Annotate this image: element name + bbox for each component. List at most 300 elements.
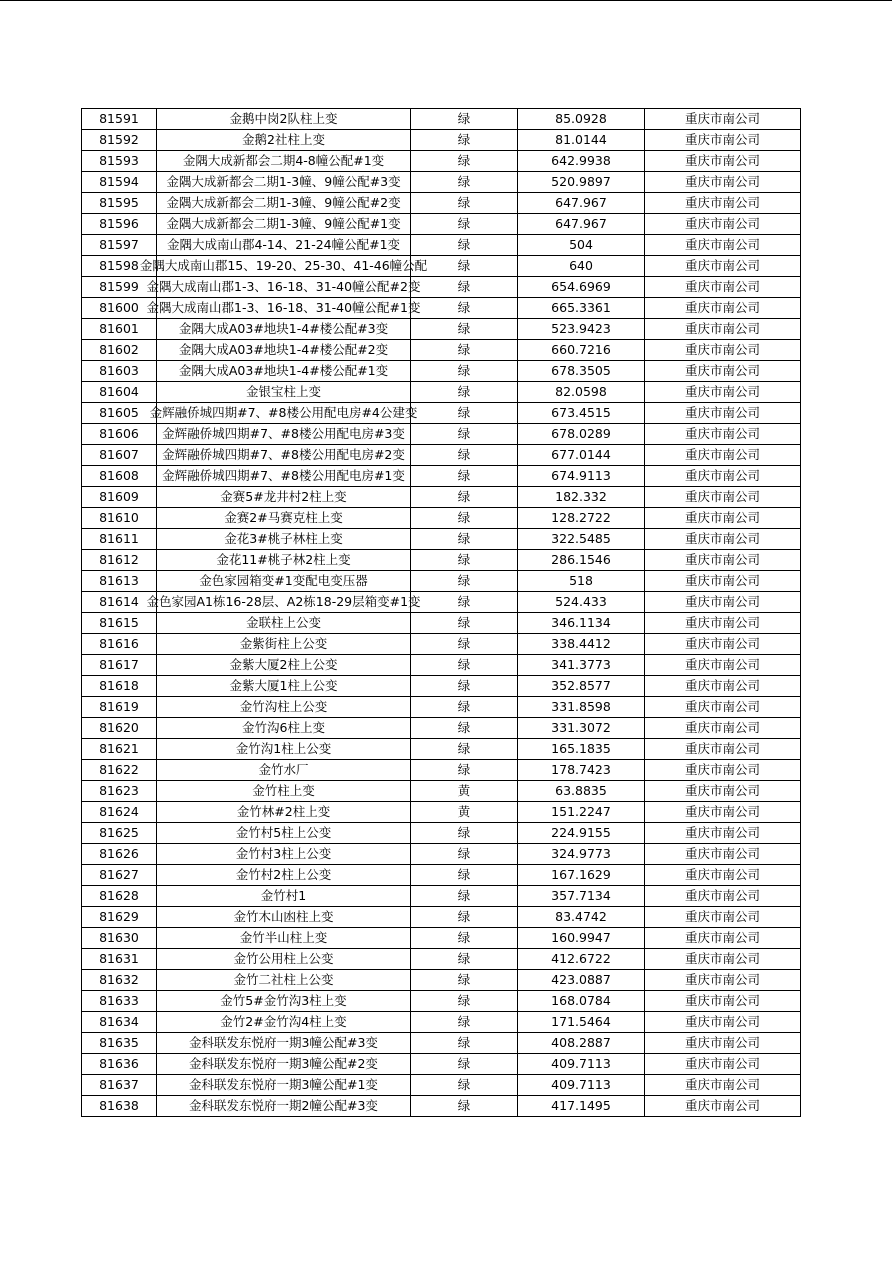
row-company-cell: 重庆市南公司 [645, 1075, 801, 1096]
row-company-cell: 重庆市南公司 [645, 487, 801, 508]
row-company-cell: 重庆市南公司 [645, 592, 801, 613]
row-company-cell: 重庆市南公司 [645, 235, 801, 256]
row-name-text: 金隅大成南山郡15、19-20、25-30、41-46幢公配 [139, 258, 428, 273]
row-status-cell: 绿 [411, 361, 518, 382]
row-status-cell: 绿 [411, 844, 518, 865]
row-name-cell [157, 466, 411, 487]
row-name-text: 金辉融侨城四期#7、#8楼公用配电房#1变 [162, 468, 405, 483]
table-row [82, 508, 801, 529]
row-company-cell: 重庆市南公司 [645, 550, 801, 571]
row-id-cell: 81629 [82, 907, 157, 928]
row-value-cell: 642.9938 [518, 151, 645, 172]
row-name-cell [157, 235, 411, 256]
page-top-rule [0, 0, 892, 1]
row-name-cell [146, 298, 421, 319]
row-company-cell: 重庆市南公司 [645, 298, 801, 319]
table-row [82, 487, 801, 508]
table-row [82, 571, 801, 592]
table-row [82, 886, 801, 907]
row-id-cell: 81611 [82, 529, 157, 550]
row-value-cell: 674.9113 [518, 466, 645, 487]
row-value-cell: 665.3361 [518, 298, 645, 319]
row-name-cell [157, 697, 411, 718]
row-name-text: 金竹村3柱上公变 [235, 846, 332, 861]
table-row [82, 907, 801, 928]
row-name-text: 金辉融侨城四期#7、#8楼公用配电房#2变 [162, 447, 405, 462]
row-id-cell: 81632 [82, 970, 157, 991]
row-id-cell: 81612 [82, 550, 157, 571]
row-value-cell: 647.967 [518, 193, 645, 214]
row-id-cell: 81596 [82, 214, 157, 235]
table-row [82, 130, 801, 151]
row-name-text: 金紫大厦2柱上公变 [229, 657, 338, 672]
row-id-cell: 81613 [82, 571, 157, 592]
row-company-cell: 重庆市南公司 [645, 781, 801, 802]
row-name-text: 金竹沟1柱上公变 [235, 741, 332, 756]
row-status-cell: 绿 [411, 319, 518, 340]
row-name-text: 金竹5#金竹沟3柱上变 [220, 993, 347, 1008]
row-name-text: 金科联发东悦府一期2幢公配#3变 [189, 1098, 378, 1113]
table-row [82, 424, 801, 445]
row-name-text: 金联柱上公变 [245, 615, 321, 630]
row-name-text: 金科联发东悦府一期3幢公配#1变 [189, 1077, 378, 1092]
table-row [82, 319, 801, 340]
row-company-cell: 重庆市南公司 [645, 151, 801, 172]
row-company-cell: 重庆市南公司 [645, 403, 801, 424]
row-id-cell: 81609 [82, 487, 157, 508]
row-value-cell: 524.433 [518, 592, 645, 613]
row-company-cell: 重庆市南公司 [645, 655, 801, 676]
row-name-cell [157, 676, 411, 697]
row-company-cell: 重庆市南公司 [645, 571, 801, 592]
row-company-cell: 重庆市南公司 [645, 886, 801, 907]
row-value-cell: 523.9423 [518, 319, 645, 340]
row-id-cell: 81625 [82, 823, 157, 844]
row-name-cell [157, 1054, 411, 1075]
row-name-text: 金隅大成新都会二期1-3幢、9幢公配#2变 [166, 195, 401, 210]
table-row [82, 340, 801, 361]
row-status-cell: 绿 [411, 403, 518, 424]
row-name-cell [157, 970, 411, 991]
row-name-text: 金银宝柱上变 [245, 384, 321, 399]
row-name-text: 金竹林#2柱上变 [236, 804, 331, 819]
row-company-cell: 重庆市南公司 [645, 424, 801, 445]
row-company-cell: 重庆市南公司 [645, 508, 801, 529]
row-id-cell: 81591 [82, 109, 157, 130]
row-name-cell [157, 424, 411, 445]
row-status-cell: 绿 [411, 739, 518, 760]
row-name-cell [157, 193, 411, 214]
row-name-cell [157, 1075, 411, 1096]
row-status-cell: 绿 [411, 760, 518, 781]
row-value-cell: 83.4742 [518, 907, 645, 928]
row-company-cell: 重庆市南公司 [645, 739, 801, 760]
row-id-cell: 81617 [82, 655, 157, 676]
row-name-cell [157, 445, 411, 466]
row-status-cell: 绿 [411, 1075, 518, 1096]
row-value-cell: 128.2722 [518, 508, 645, 529]
row-value-cell: 673.4515 [518, 403, 645, 424]
row-value-cell: 331.3072 [518, 718, 645, 739]
table-row [82, 256, 801, 277]
row-value-cell: 286.1546 [518, 550, 645, 571]
row-name-text: 金隅大成南山郡1-3、16-18、31-40幢公配#1变 [146, 300, 421, 315]
row-value-cell: 338.4412 [518, 634, 645, 655]
row-status-cell: 绿 [411, 907, 518, 928]
row-status-cell: 绿 [411, 550, 518, 571]
row-company-cell: 重庆市南公司 [645, 718, 801, 739]
table-row [82, 298, 801, 319]
row-status-cell: 绿 [411, 634, 518, 655]
table-row [82, 613, 801, 634]
row-status-cell: 绿 [411, 214, 518, 235]
row-id-cell: 81594 [82, 172, 157, 193]
row-id-cell: 81624 [82, 802, 157, 823]
row-company-cell: 重庆市南公司 [645, 529, 801, 550]
row-company-cell: 重庆市南公司 [645, 970, 801, 991]
row-status-cell: 绿 [411, 235, 518, 256]
row-id-cell: 81615 [82, 613, 157, 634]
row-company-cell: 重庆市南公司 [645, 823, 801, 844]
row-id-cell: 81600 [82, 298, 157, 319]
row-name-cell [157, 928, 411, 949]
row-company-cell: 重庆市南公司 [645, 865, 801, 886]
row-id-cell: 81633 [82, 991, 157, 1012]
table-row [82, 382, 801, 403]
row-name-text: 金科联发东悦府一期3幢公配#2变 [189, 1056, 378, 1071]
row-status-cell: 绿 [411, 571, 518, 592]
row-value-cell: 660.7216 [518, 340, 645, 361]
table-row [82, 466, 801, 487]
row-company-cell: 重庆市南公司 [645, 277, 801, 298]
row-name-cell [157, 655, 411, 676]
row-company-cell: 重庆市南公司 [645, 340, 801, 361]
row-id-cell: 81614 [82, 592, 157, 613]
row-name-cell [157, 130, 411, 151]
table-row [82, 739, 801, 760]
row-status-cell: 绿 [411, 1054, 518, 1075]
row-status-cell: 绿 [411, 1012, 518, 1033]
row-id-cell: 81606 [82, 424, 157, 445]
row-value-cell: 412.6722 [518, 949, 645, 970]
row-name-text: 金辉融侨城四期#7、#8楼公用配电房#4公建变 [149, 405, 418, 420]
row-name-text: 金花11#桃子林2柱上变 [216, 552, 351, 567]
row-name-text: 金竹2#金竹沟4柱上变 [220, 1014, 347, 1029]
table-row [82, 697, 801, 718]
row-status-cell: 绿 [411, 130, 518, 151]
row-status-cell: 绿 [411, 487, 518, 508]
row-id-cell: 81627 [82, 865, 157, 886]
table-row [82, 592, 801, 613]
row-id-cell: 81620 [82, 718, 157, 739]
row-name-text: 金竹半山柱上变 [239, 930, 328, 945]
table-row [82, 529, 801, 550]
row-id-cell: 81635 [82, 1033, 157, 1054]
row-name-text: 金隅大成A03#地块1-4#楼公配#3变 [178, 321, 389, 336]
row-name-text: 金竹二社柱上公变 [233, 972, 334, 987]
table-row [82, 634, 801, 655]
row-name-text: 金竹木山凼柱上变 [233, 909, 334, 924]
row-name-cell [157, 991, 411, 1012]
row-value-cell: 677.0144 [518, 445, 645, 466]
row-name-text: 金隅大成A03#地块1-4#楼公配#1变 [178, 363, 389, 378]
row-status-cell: 绿 [411, 1096, 518, 1117]
row-status-cell: 绿 [411, 151, 518, 172]
row-name-text: 金竹村5柱上公变 [235, 825, 332, 840]
row-value-cell: 165.1835 [518, 739, 645, 760]
table-row [82, 760, 801, 781]
row-id-cell: 81599 [82, 277, 157, 298]
row-name-cell [157, 886, 411, 907]
row-status-cell: 绿 [411, 340, 518, 361]
row-name-cell [157, 1033, 411, 1054]
row-name-cell [157, 802, 411, 823]
row-name-text: 金隅大成南山郡4-14、21-24幢公配#1变 [166, 237, 401, 252]
row-id-cell: 81630 [82, 928, 157, 949]
row-status-cell: 绿 [411, 424, 518, 445]
row-name-cell [157, 844, 411, 865]
row-company-cell: 重庆市南公司 [645, 109, 801, 130]
row-value-cell: 341.3773 [518, 655, 645, 676]
transformer-table-container [81, 108, 801, 1117]
row-company-cell: 重庆市南公司 [645, 193, 801, 214]
row-status-cell: 绿 [411, 886, 518, 907]
row-status-cell: 绿 [411, 718, 518, 739]
row-name-text: 金竹村1 [260, 888, 307, 903]
row-name-cell [157, 949, 411, 970]
row-name-text: 金赛5#龙井村2柱上变 [220, 489, 347, 504]
row-id-cell: 81592 [82, 130, 157, 151]
row-id-cell: 81631 [82, 949, 157, 970]
row-name-text: 金竹沟柱上公变 [239, 699, 328, 714]
row-value-cell: 324.9773 [518, 844, 645, 865]
row-name-cell [157, 1096, 411, 1117]
row-status-cell: 绿 [411, 382, 518, 403]
row-name-cell [157, 319, 411, 340]
row-name-cell [157, 151, 411, 172]
row-name-text: 金辉融侨城四期#7、#8楼公用配电房#3变 [162, 426, 405, 441]
row-company-cell: 重庆市南公司 [645, 697, 801, 718]
row-name-text: 金隅大成新都会二期4-8幢公配#1变 [182, 153, 385, 168]
row-status-cell: 绿 [411, 676, 518, 697]
row-id-cell: 81602 [82, 340, 157, 361]
row-name-text: 金竹水厂 [258, 762, 309, 777]
table-row [82, 802, 801, 823]
row-id-cell: 81637 [82, 1075, 157, 1096]
row-value-cell: 520.9897 [518, 172, 645, 193]
row-name-text: 金隅大成A03#地块1-4#楼公配#2变 [178, 342, 389, 357]
row-name-cell [157, 550, 411, 571]
row-company-cell: 重庆市南公司 [645, 466, 801, 487]
row-id-cell: 81605 [82, 403, 157, 424]
row-id-cell: 81593 [82, 151, 157, 172]
row-id-cell: 81618 [82, 676, 157, 697]
row-company-cell: 重庆市南公司 [645, 928, 801, 949]
table-row [82, 235, 801, 256]
row-name-text: 金隅大成新都会二期1-3幢、9幢公配#1变 [166, 216, 401, 231]
row-company-cell: 重庆市南公司 [645, 634, 801, 655]
row-company-cell: 重庆市南公司 [645, 256, 801, 277]
row-value-cell: 224.9155 [518, 823, 645, 844]
row-company-cell: 重庆市南公司 [645, 613, 801, 634]
row-company-cell: 重庆市南公司 [645, 991, 801, 1012]
row-status-cell: 绿 [411, 655, 518, 676]
row-value-cell: 417.1495 [518, 1096, 645, 1117]
table-row [82, 1012, 801, 1033]
row-name-text: 金鹅2社柱上变 [242, 132, 325, 147]
row-name-text: 金竹公用柱上公变 [233, 951, 334, 966]
row-name-cell [157, 739, 411, 760]
table-row [82, 781, 801, 802]
row-name-cell [157, 1012, 411, 1033]
row-status-cell: 绿 [411, 949, 518, 970]
row-status-cell: 绿 [411, 109, 518, 130]
table-body [82, 109, 801, 1117]
row-status-cell: 绿 [411, 697, 518, 718]
row-company-cell: 重庆市南公司 [645, 361, 801, 382]
table-row [82, 655, 801, 676]
row-name-cell [149, 403, 418, 424]
row-status-cell: 绿 [411, 277, 518, 298]
table-row [82, 151, 801, 172]
row-id-cell: 81628 [82, 886, 157, 907]
row-value-cell: 640 [518, 256, 645, 277]
row-value-cell: 178.7423 [518, 760, 645, 781]
table-row [82, 676, 801, 697]
row-name-cell [146, 592, 421, 613]
table-row [82, 109, 801, 130]
row-status-cell: 绿 [411, 466, 518, 487]
row-status-cell: 绿 [411, 193, 518, 214]
row-name-text: 金色家园箱变#1变配电变压器 [199, 573, 368, 588]
row-name-cell [157, 340, 411, 361]
row-name-text: 金花3#桃子林柱上变 [224, 531, 343, 546]
table-row [82, 1096, 801, 1117]
row-name-cell [146, 277, 421, 298]
row-value-cell: 678.0289 [518, 424, 645, 445]
row-name-text: 金色家园A1栋16-28层、A2栋18-29层箱变#1变 [146, 594, 421, 609]
row-id-cell: 81638 [82, 1096, 157, 1117]
table-row [82, 844, 801, 865]
row-id-cell: 81622 [82, 760, 157, 781]
row-company-cell: 重庆市南公司 [645, 1033, 801, 1054]
row-name-text: 金赛2#马赛克柱上变 [224, 510, 343, 525]
row-name-text: 金竹柱上变 [252, 783, 315, 798]
row-name-text: 金鹅中岗2队柱上变 [229, 111, 338, 126]
row-id-cell: 81610 [82, 508, 157, 529]
row-id-cell: 81601 [82, 319, 157, 340]
row-value-cell: 518 [518, 571, 645, 592]
row-status-cell: 绿 [411, 865, 518, 886]
row-value-cell: 168.0784 [518, 991, 645, 1012]
row-status-cell: 绿 [411, 529, 518, 550]
row-value-cell: 160.9947 [518, 928, 645, 949]
row-name-text: 金隅大成南山郡1-3、16-18、31-40幢公配#2变 [146, 279, 421, 294]
row-id-cell: 81598 [82, 256, 157, 277]
row-name-cell [157, 361, 411, 382]
row-company-cell: 重庆市南公司 [645, 802, 801, 823]
table-row [82, 970, 801, 991]
row-status-cell: 绿 [411, 928, 518, 949]
row-status-cell: 黄 [411, 781, 518, 802]
row-name-text: 金科联发东悦府一期3幢公配#3变 [189, 1035, 378, 1050]
row-status-cell: 绿 [411, 508, 518, 529]
row-company-cell: 重庆市南公司 [645, 907, 801, 928]
row-status-cell: 绿 [411, 1033, 518, 1054]
row-name-text: 金竹沟6柱上变 [242, 720, 325, 735]
row-id-cell: 81623 [82, 781, 157, 802]
table-row [82, 445, 801, 466]
table-row [82, 718, 801, 739]
row-id-cell: 81636 [82, 1054, 157, 1075]
row-status-cell: 绿 [411, 613, 518, 634]
row-value-cell: 352.8577 [518, 676, 645, 697]
row-name-cell [157, 571, 411, 592]
row-id-cell: 81604 [82, 382, 157, 403]
row-value-cell: 408.2887 [518, 1033, 645, 1054]
row-name-text: 金竹村2柱上公变 [235, 867, 332, 882]
row-name-cell [157, 760, 411, 781]
row-status-cell: 绿 [411, 445, 518, 466]
row-id-cell: 81626 [82, 844, 157, 865]
row-id-cell: 81616 [82, 634, 157, 655]
table-row [82, 1033, 801, 1054]
row-status-cell: 绿 [411, 823, 518, 844]
row-company-cell: 重庆市南公司 [645, 844, 801, 865]
table-row [82, 550, 801, 571]
table-row [82, 361, 801, 382]
row-value-cell: 85.0928 [518, 109, 645, 130]
row-id-cell: 81603 [82, 361, 157, 382]
row-company-cell: 重庆市南公司 [645, 382, 801, 403]
row-value-cell: 409.7113 [518, 1054, 645, 1075]
row-status-cell: 黄 [411, 802, 518, 823]
row-status-cell: 绿 [411, 991, 518, 1012]
row-name-cell [157, 382, 411, 403]
row-value-cell: 654.6969 [518, 277, 645, 298]
row-value-cell: 409.7113 [518, 1075, 645, 1096]
table-row [82, 214, 801, 235]
row-status-cell: 绿 [411, 172, 518, 193]
row-id-cell: 81608 [82, 466, 157, 487]
row-id-cell: 81607 [82, 445, 157, 466]
row-status-cell: 绿 [411, 256, 518, 277]
row-value-cell: 151.2247 [518, 802, 645, 823]
transformer-table [81, 108, 801, 1117]
row-value-cell: 81.0144 [518, 130, 645, 151]
row-name-text: 金紫大厦1柱上公变 [229, 678, 338, 693]
row-name-text: 金紫街柱上公变 [239, 636, 328, 651]
row-name-cell [157, 172, 411, 193]
row-name-cell [157, 634, 411, 655]
row-name-cell [157, 508, 411, 529]
row-status-cell: 绿 [411, 592, 518, 613]
row-value-cell: 346.1134 [518, 613, 645, 634]
row-name-cell [157, 214, 411, 235]
row-value-cell: 322.5485 [518, 529, 645, 550]
row-name-cell [157, 718, 411, 739]
row-id-cell: 81597 [82, 235, 157, 256]
row-value-cell: 504 [518, 235, 645, 256]
row-value-cell: 63.8835 [518, 781, 645, 802]
row-name-cell [157, 613, 411, 634]
table-row [82, 991, 801, 1012]
table-row [82, 865, 801, 886]
row-value-cell: 357.7134 [518, 886, 645, 907]
row-name-cell [157, 109, 411, 130]
table-row [82, 277, 801, 298]
row-name-cell [139, 256, 428, 277]
